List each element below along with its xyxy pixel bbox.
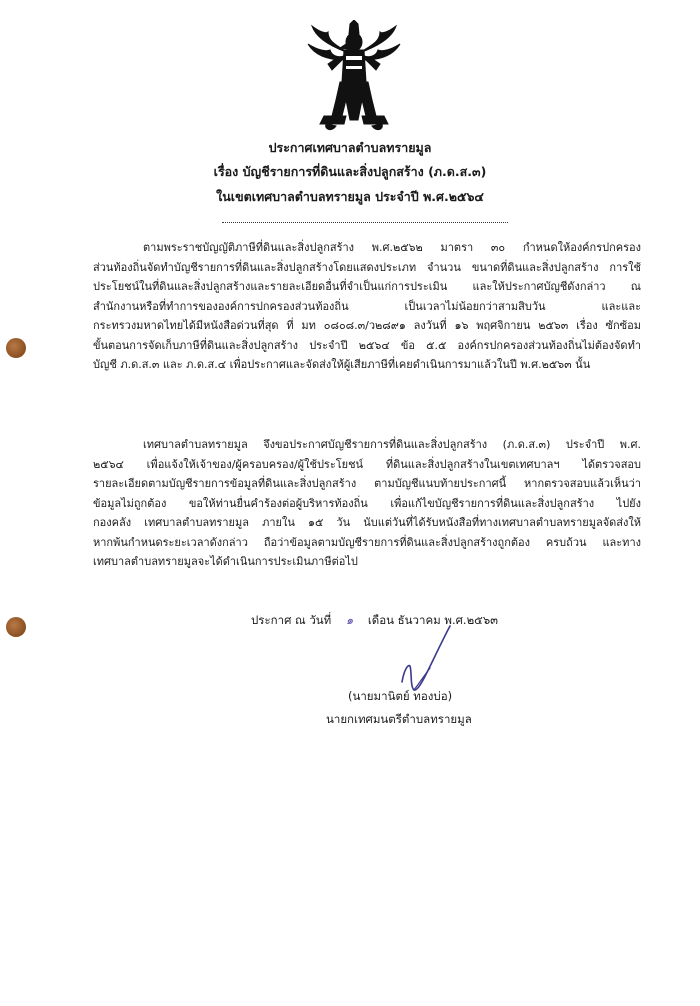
paragraph-line: กองคลัง เทศบาลตำบลทรายมูล ภายใน ๑๕ วัน นับแต่วันที่ได้รับหนังสือที่ทางเทศบาลตำบลทรายมูลจัดส่งให้ xyxy=(93,516,641,529)
paragraph-line: สำนักงานหรือที่ทำการขององค์การปกครองส่วนท้องถิ่น เป็นเวลาไม่น้อยกว่าสามสิบวัน และและ xyxy=(93,299,641,313)
announce-date-day: ๑ xyxy=(345,613,354,627)
paragraph-line: หากพ้นกำหนดระยะเวลาดังกล่าว ถือว่าข้อมูลตามบัญชีรายการที่ดินและสิ่งปลูกสร้างถูกต้อง ครบถ้วน และทาง xyxy=(93,535,641,549)
announce-date-month-year: ธันวาคม พ.ศ.๒๕๖๓ xyxy=(397,613,499,627)
paragraph-line: ประโยชน์ในที่ดินและสิ่งปลูกสร้างและรายละเอียดอื่นที่จำเป็นแก่การประเมิน และให้ประกาศบัญชีดังกล่าว ณ xyxy=(93,280,641,293)
announcement-scope: ในเขตเทศบาลตำบลทรายมูล ประจำปี พ.ศ.๒๕๖๔ xyxy=(216,189,484,204)
announce-date-prefix: ประกาศ ณ วันที่ xyxy=(251,613,332,627)
dotted-divider xyxy=(222,222,508,223)
paragraph-line: ส่วนท้องถิ่นจัดทำบัญชีรายการที่ดินและสิ่งปลูกสร้างโดยแสดงประเภท จำนวน ขนาดที่ดินและสิ่งปลูกสร้าง การใช้ xyxy=(93,260,641,274)
paragraph-line: ตามพระราชบัญญัติภาษีที่ดินและสิ่งปลูกสร้าง พ.ศ.๒๕๖๒ มาตรา ๓๐ กำหนดให้องค์กรปกครอง xyxy=(143,241,641,254)
paragraph-1 xyxy=(93,238,641,375)
punch-hole xyxy=(6,338,26,358)
signer-name: (นายมานิตย์ ทองบ่อ) xyxy=(348,689,453,703)
signer-title: นายกเทศมนตรีตำบลทรายมูล xyxy=(326,712,472,726)
paragraph-line: เทศบาลตำบลทรายมูลจะได้ดำเนินการประเมินภาษีต่อไป xyxy=(93,555,358,568)
paragraph-line: เทศบาลตำบลทรายมูล จึงขอประกาศบัญชีรายการที่ดินและสิ่งปลูกสร้าง (ภ.ด.ส.๓) ประจำปี พ.ศ. xyxy=(143,438,641,451)
paragraph-line: ขั้นตอนการจัดเก็บภาษีที่ดินและสิ่งปลูกสร้าง ประจำปี ๒๕๖๔ ข้อ ๕.๕ องค์กรปกครองส่วนท้องถิ่นไม่ต้องจัดทำ xyxy=(93,338,641,352)
paragraph-line: รายละเอียดตามบัญชีรายการข้อมูลที่ดินและสิ่งปลูกสร้าง ตามบัญชีแนบท้ายประกาศนี้ หากตรวจสอบแล้วเห็นว่า xyxy=(93,477,641,490)
punch-hole xyxy=(6,617,26,637)
garuda-emblem-icon xyxy=(306,20,402,132)
paragraph-line: กระทรวงมหาดไทยได้มีหนังสือด่วนที่สุด ที่ มท ๐๘๐๘.๓/ว๒๘๙๑ ลงวันที่ ๑๖ พฤศจิกายน ๒๕๖๓ เรื่อง ซักซ้อม xyxy=(93,319,641,332)
paragraph-line: ข้อมูลไม่ถูกต้อง ขอให้ท่านยื่นคำร้องต่อผู้บริหารท้องถิ่น เพื่อแก้ไขบัญชีรายการที่ดินและสิ่งปลูกสร้าง ไปยัง xyxy=(93,496,641,510)
announcement-title: ประกาศเทศบาลตำบลทรายมูล xyxy=(268,140,432,155)
announcement-subject: เรื่อง บัญชีรายการที่ดินและสิ่งปลูกสร้าง (ภ.ด.ส.๓) xyxy=(213,164,487,179)
paragraph-2 xyxy=(93,435,641,572)
paragraph-line: ๒๕๖๔ เพื่อแจ้งให้เจ้าของ/ผู้ครอบครอง/ผู้ใช้ประโยชน์ ที่ดินและสิ่งปลูกสร้างในเขตเทศบาลฯ ได้ตรวจสอบ xyxy=(93,457,641,471)
announce-date-month-label: เดือน xyxy=(367,613,394,627)
paragraph-line: บัญชี ภ.ด.ส.๓ และ ภ.ด.ส.๔ เพื่อประกาศและจัดส่งให้ผู้เสียภาษีที่เคยดำเนินการมาแล้วในปี พ.ศ.๒๕๖๓ นั้น xyxy=(93,358,591,371)
